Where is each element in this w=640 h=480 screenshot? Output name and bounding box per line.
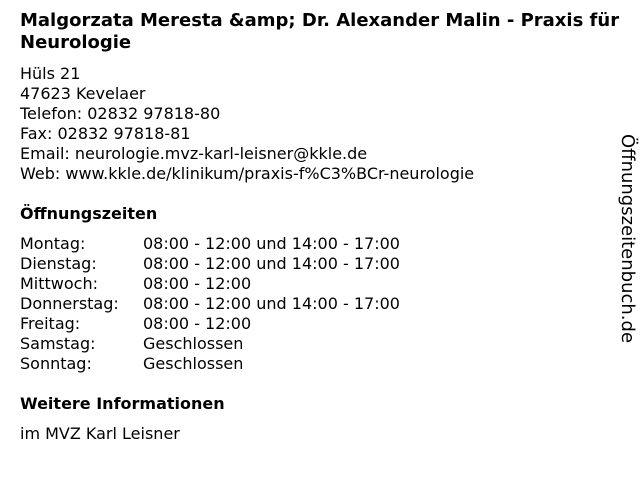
time-value: 08:00 - 12:00 <box>143 314 252 333</box>
address-city: 47623 Kevelaer <box>20 84 146 103</box>
time-value: Geschlossen <box>143 354 244 373</box>
hours-row-sunday <box>20 354 400 374</box>
time-value: 08:00 - 12:00 und 14:00 - 17:00 <box>143 234 400 253</box>
further-info-heading: Weitere Informationen <box>20 394 225 413</box>
time-value: 08:00 - 12:00 und 14:00 - 17:00 <box>143 294 400 313</box>
hours-row-saturday <box>20 334 400 354</box>
address-street: Hüls 21 <box>20 64 81 83</box>
day-label: Sonntag: <box>20 354 92 373</box>
phone-number: Telefon: 02832 97818-80 <box>20 104 221 123</box>
hours-row-tuesday <box>20 254 400 274</box>
time-value: Geschlossen <box>143 334 244 353</box>
day-label: Dienstag: <box>20 254 97 273</box>
hours-row-monday <box>20 234 400 254</box>
email-address: Email: neurologie.mvz-karl-leisner@kkle.de <box>20 144 368 163</box>
time-value: 08:00 - 12:00 und 14:00 - 17:00 <box>143 254 400 273</box>
website-url: Web: www.kkle.de/klinikum/praxis-f%C3%BCr-neurologie <box>20 164 475 183</box>
hours-row-friday <box>20 314 400 334</box>
day-label: Samstag: <box>20 334 96 353</box>
day-label: Montag: <box>20 234 86 253</box>
opening-hours-table <box>20 234 400 374</box>
site-watermark: Öffnungszeitenbuch.de <box>617 134 638 344</box>
hours-row-thursday <box>20 294 400 314</box>
further-info-text: im MVZ Karl Leisner <box>20 424 180 443</box>
page-title: Malgorzata Meresta &amp; Dr. Alexander Malin - Praxis für Neurologie <box>20 10 620 53</box>
time-value: 08:00 - 12:00 <box>143 274 252 293</box>
fax-number: Fax: 02832 97818-81 <box>20 124 191 143</box>
opening-hours-heading: Öffnungszeiten <box>20 204 158 223</box>
day-label: Donnerstag: <box>20 294 119 313</box>
address-block <box>20 64 474 184</box>
day-label: Freitag: <box>20 314 81 333</box>
hours-row-wednesday <box>20 274 400 294</box>
day-label: Mittwoch: <box>20 274 98 293</box>
